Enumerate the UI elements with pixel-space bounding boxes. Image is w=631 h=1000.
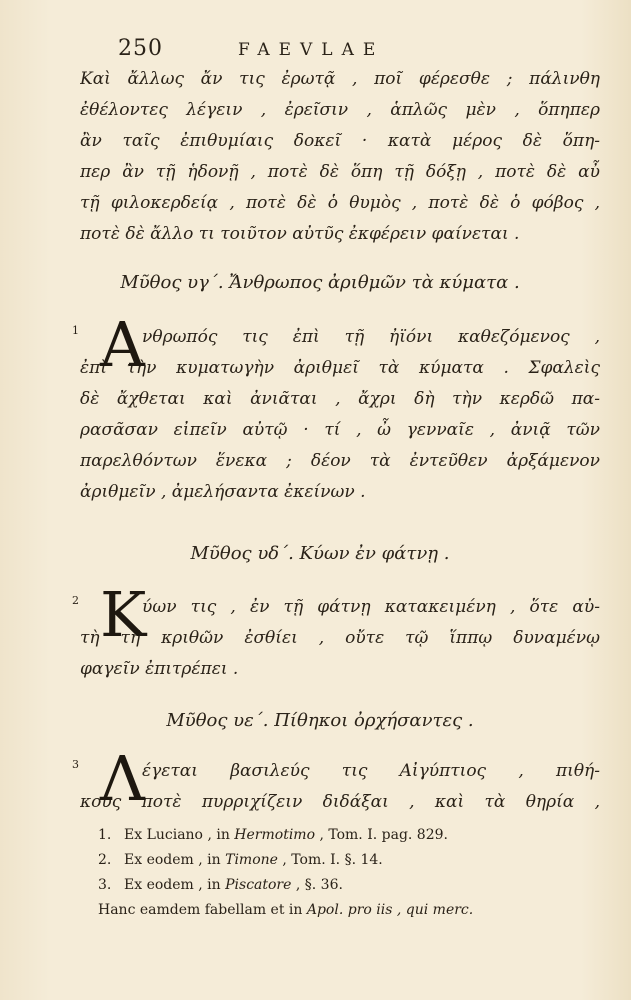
footnote-number: 1. bbox=[98, 827, 112, 843]
footnote-work: Piscatore bbox=[225, 877, 292, 893]
footnote-work: Timone bbox=[225, 852, 278, 868]
text-line: φαγεῖν ἐπιτρέπει . bbox=[80, 659, 239, 679]
footnote-work: Apol. pro iis , qui merc. bbox=[306, 902, 474, 918]
running-title: FAEVLAE bbox=[238, 40, 385, 60]
text-line: νθρωπός τις ἐπὶ τῇ ἠϊόνι καθεζόμενος , bbox=[142, 327, 600, 347]
footnote-ref: , Tom. I. §. 14. bbox=[277, 852, 383, 868]
fable-text bbox=[72, 308, 600, 508]
text-line: περ ἂν τῇ ἡδονῇ , ποτὲ δὲ ὅπη τῇ δόξῃ , ποτὲ δὲ αὖ bbox=[80, 162, 600, 182]
footnote-ref: , Tom. I. pag. 829. bbox=[315, 827, 448, 843]
footnote-text: Ex Luciano , in bbox=[124, 827, 235, 843]
footnote bbox=[98, 823, 568, 848]
text-line: ἀριθμεῖν , ἀμελήσαντα ἐκείνων . bbox=[80, 482, 366, 502]
text-line: έγεται βασιλεύς τις Αἰγύπτιος , πιθή- bbox=[142, 761, 600, 781]
fable-text bbox=[72, 742, 600, 818]
fable-title: Μῦθος υδ΄. Κύων ἐν φάτνῃ . bbox=[190, 543, 450, 564]
text-line: τῇ φιλοκερδείᾳ , ποτὲ δὲ ὁ θυμὸς , ποτὲ δὲ ὁ φόβος , bbox=[80, 193, 600, 213]
footnote-marker: 1 bbox=[72, 324, 79, 337]
fable-text bbox=[72, 578, 600, 685]
text-line: ἐπὶ τὴν κυματωγὴν ἀριθμεῖ τὰ κύματα . Σφαλεὶς bbox=[80, 358, 600, 378]
page-header bbox=[118, 36, 571, 66]
footnote-work: Hermotimo bbox=[234, 827, 315, 843]
footnote bbox=[98, 873, 568, 898]
drop-cap: Λ bbox=[100, 742, 145, 815]
text-line: ἂν ταῖς ἐπιθυμίαις δοκεῖ · κατὰ μέρος δὲ ὅπη- bbox=[80, 131, 600, 151]
text-line: ύων τις , ἐν τῇ φάτνῃ κατακειμένη , ὅτε αὐ- bbox=[142, 597, 600, 617]
footnote-number: 3. bbox=[98, 877, 112, 893]
footnote-marker: 2 bbox=[72, 594, 79, 607]
footnote-text: Ex eodem , in bbox=[124, 877, 226, 893]
footnote bbox=[98, 848, 568, 873]
fable-title: Μῦθος υγ΄. Ἄνθρωπος ἀριθμῶν τὰ κύματα . bbox=[120, 272, 520, 293]
text-line: δὲ ἄχθεται καὶ ἀνιᾶται , ἄχρι δὴ τὴν κερδῶ πα- bbox=[80, 389, 600, 409]
intro-paragraph bbox=[80, 64, 600, 250]
text-line: ρασᾶσαν εἰπεῖν αὐτῷ · τί , ὦ γενναῖε , ἀνιᾷ τῶν bbox=[80, 420, 600, 440]
footnote-text: Hanc eamdem fabellam et in bbox=[98, 902, 307, 918]
text-line: ἐθέλοντες λέγειν , ἐρεῖσιν , ἁπλῶς μὲν , ὅπηπερ bbox=[80, 100, 600, 120]
footnote-marker: 3 bbox=[72, 758, 79, 771]
footnote-text: Ex eodem , in bbox=[124, 852, 226, 868]
drop-cap: Κ bbox=[100, 578, 147, 651]
footnotes bbox=[98, 823, 568, 923]
drop-cap: Α bbox=[100, 308, 145, 381]
text-line: τὴ τῆ κριθῶν ἐσθίει , οὔτε τῷ ἵππῳ δυναμένῳ bbox=[80, 628, 600, 648]
text-line: κους ποτὲ πυρριχίζειν διδάξαι , καὶ τὰ θηρία , bbox=[80, 792, 600, 812]
text-line: παρελθόντων ἕνεκα ; δέον τὰ ἐντεῦθεν ἀρξάμενον bbox=[80, 451, 600, 471]
text-line: Καὶ ἄλλως ἄν τις ἐρωτᾷ , ποῖ φέρεσθε ; πάλινθη bbox=[80, 69, 600, 89]
footnote-number: 2. bbox=[98, 852, 112, 868]
text-line: ποτὲ δὲ ἄλλο τι τοιῦτον αὐτῦς ἐκφέρειν φαίνεται . bbox=[80, 224, 520, 244]
footnote-ref: , §. 36. bbox=[291, 877, 343, 893]
footnote bbox=[98, 898, 568, 923]
fable-title: Μῦθος υε΄. Πίθηκοι ὀρχήσαντες . bbox=[166, 710, 474, 731]
page-number: 250 bbox=[118, 36, 163, 61]
